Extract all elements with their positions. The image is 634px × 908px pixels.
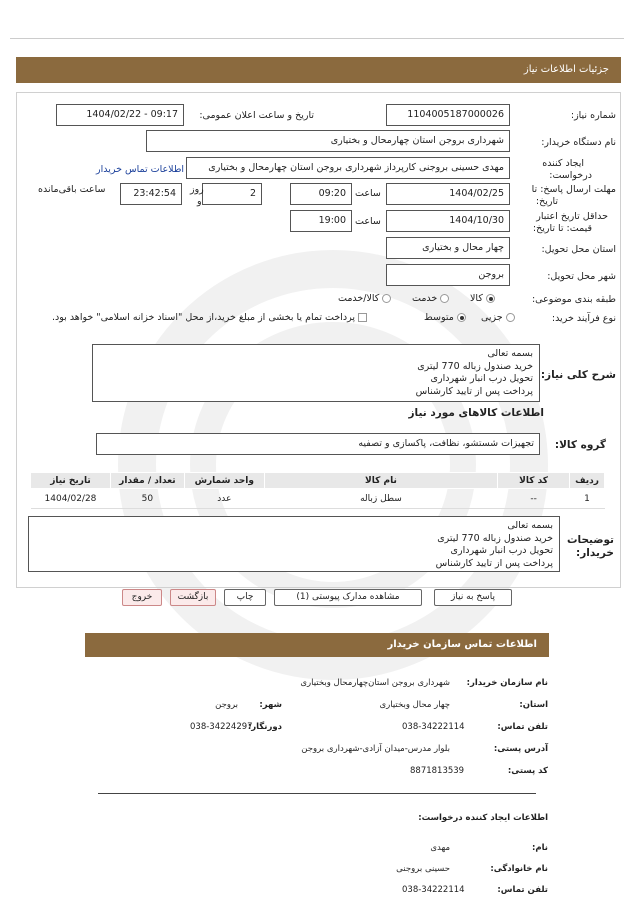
deadline-date-field: 1404/02/25 [386,183,510,205]
contact-address-label: آدرس پستی: [493,744,548,754]
contact-fax-label: دورنگار: [247,722,282,732]
checkbox-icon[interactable] [358,313,367,322]
announce-field: 1404/02/22 - 09:17 [56,104,184,126]
reply-button[interactable]: پاسخ به نیاز [434,589,512,606]
creator-lname-value: حسینی بروجنی [396,864,450,874]
summary-box [92,344,540,402]
deadline-time-label: ساعت [355,188,381,199]
radio-selected-icon[interactable] [457,313,466,322]
category-option-both[interactable]: کالا/خدمت [338,293,391,304]
buyer-notes-line: بسمه تعالی [507,520,553,531]
contact-postal-value: 8871813539 [410,766,465,776]
validity-label-2: قیمت: تا تاریخ: [532,223,592,234]
cell-date: 1404/02/28 [31,489,111,509]
buyer-contact-link[interactable]: اطلاعات تماس خریدار [96,164,185,175]
page-header: جزئیات اطلاعات نیاز [16,57,621,83]
cell-qty: 50 [110,489,184,509]
creator-field: مهدی حسینی بروجنی کارپرداز شهرداری بروجن استان چهارمحال و بختیاری [186,157,510,179]
buyer-org-label: نام دستگاه خریدار: [541,137,616,148]
goods-section-title: اطلاعات کالاهای مورد نیاز [408,407,544,419]
contact-phone-label: تلفن تماس: [497,722,548,732]
validity-date-field: 1404/10/30 [386,210,510,232]
creator-phone-label: تلفن تماس: [497,885,548,895]
buyer-notes-line: پرداخت پس از تایید کارشناس [435,557,553,569]
contact-divider [98,793,536,794]
creator-fname-value: مهدی [430,843,450,853]
contact-fax-value: 038-34224297 [190,722,253,732]
contact-postal-label: کد پستی: [507,766,548,776]
process-label: نوع فرآیند خرید: [551,313,616,324]
deadline-time-field: 09:20 [290,183,352,205]
cell-row: 1 [570,489,605,509]
contact-org-value: شهرداری بروجن استان‌چهارمحال وبختیاری [300,678,450,688]
col-qty: تعداد / مقدار [110,473,184,489]
validity-time-field: 19:00 [290,210,352,232]
goods-table [30,472,605,509]
contact-province-label: استان: [519,700,548,710]
col-code: کد کالا [498,473,570,489]
radio-selected-icon[interactable] [486,294,495,303]
col-row: ردیف [570,473,605,489]
city-label: شهر محل تحویل: [547,271,616,282]
deadline-label-2: تاریخ: [535,196,558,207]
contact-province-value: چهار محال وبختیاری [379,700,450,710]
summary-line: تحویل درب انبار شهرداری [430,373,533,384]
need-number-field: 1104005187000026 [386,104,510,126]
col-unit: واحد شمارش [184,473,264,489]
buyer-org-field: شهرداری بروجن استان چهارمحال و بختیاری [146,130,510,152]
buyer-notes-box [28,516,560,572]
days-count-field: 2 [202,183,262,205]
cell-code: -- [498,489,570,509]
creator-label-1: ایجاد کننده [542,158,584,169]
contact-city-value: بروجن [215,700,238,710]
back-button[interactable]: بازگشت [170,589,216,606]
cell-unit: عدد [184,489,264,509]
summary-label: شرح کلی نیاز: [540,369,616,381]
table-row [31,489,605,509]
category-option-goods[interactable]: کالا [470,293,495,304]
print-button[interactable]: چاپ [224,589,266,606]
col-name: نام کالا [264,473,497,489]
goods-group-field: تجهیزات شستشو، نظافت، پاکسازی و تصفیه [96,433,540,455]
exit-button[interactable]: خروج [122,589,162,606]
process-option-medium[interactable]: متوسط [424,312,466,323]
day-label: روز [190,184,204,195]
attachments-button[interactable]: مشاهده مدارک پیوستی (1) [274,589,422,606]
creator-phone-value: 038-34222114 [402,885,465,895]
creator-label-2: درخواست: [549,170,592,181]
creator-fname-label: نام: [531,843,548,853]
province-label: استان محل تحویل: [541,244,616,255]
summary-line: خرید صندول زباله 770 لیتری [417,360,533,372]
remaining-time-field: 23:42:54 [120,183,182,205]
summary-line: بسمه تعالی [487,348,533,359]
process-option-minor[interactable]: جزیی [481,312,515,323]
deadline-label-1: مهلت ارسال پاسخ: تا [531,184,616,195]
creator-lname-label: نام خانوادگی: [490,864,548,874]
buyer-notes-line: خرید صندول زباله 770 لیتری [437,532,553,544]
validity-label-1: حداقل تاریخ اعتبار [536,211,608,222]
contact-city-label: شهر: [259,700,282,710]
payment-note[interactable]: پرداخت تمام یا بخشی از مبلغ خرید،از محل "اسناد خزانه اسلامی" خواهد بود. [52,312,367,323]
and-label: و [197,196,202,207]
buyer-notes-label-2: خریدار: [576,547,614,559]
need-number-label: شماره نیاز: [570,110,616,121]
city-field: بروجن [386,264,510,286]
table-header-row [31,473,605,489]
radio-icon[interactable] [440,294,449,303]
category-option-service[interactable]: خدمت [412,293,449,304]
contact-org-label: نام سازمان خریدار: [466,678,548,688]
radio-icon[interactable] [382,294,391,303]
buyer-notes-line: تحویل درب انبار شهرداری [450,545,553,556]
contact-header: اطلاعات تماس سازمان خریدار [85,633,549,657]
creator-info-title: اطلاعات ایجاد کننده درخواست: [418,813,548,823]
top-divider [10,38,624,39]
col-date: تاریخ نیاز [31,473,111,489]
goods-group-label: گروه کالا: [554,439,606,451]
remaining-label: ساعت باقی‌مانده [38,184,106,195]
radio-icon[interactable] [506,313,515,322]
province-field: چهار محال و بختیاری [386,237,510,259]
summary-line: پرداخت پس از تایید کارشناس [415,385,533,397]
category-label: طبقه بندی موضوعی: [531,294,616,305]
buyer-notes-label-1: توضیحات [566,534,614,546]
validity-time-label: ساعت [355,216,381,227]
contact-address-value: بلوار مدرس-میدان آزادی-شهرداری بروجن [301,744,450,754]
announce-label: تاریخ و ساعت اعلان عمومی: [199,110,314,121]
cell-name: سطل زباله [264,489,497,509]
contact-phone-value: 038-34222114 [402,722,465,732]
